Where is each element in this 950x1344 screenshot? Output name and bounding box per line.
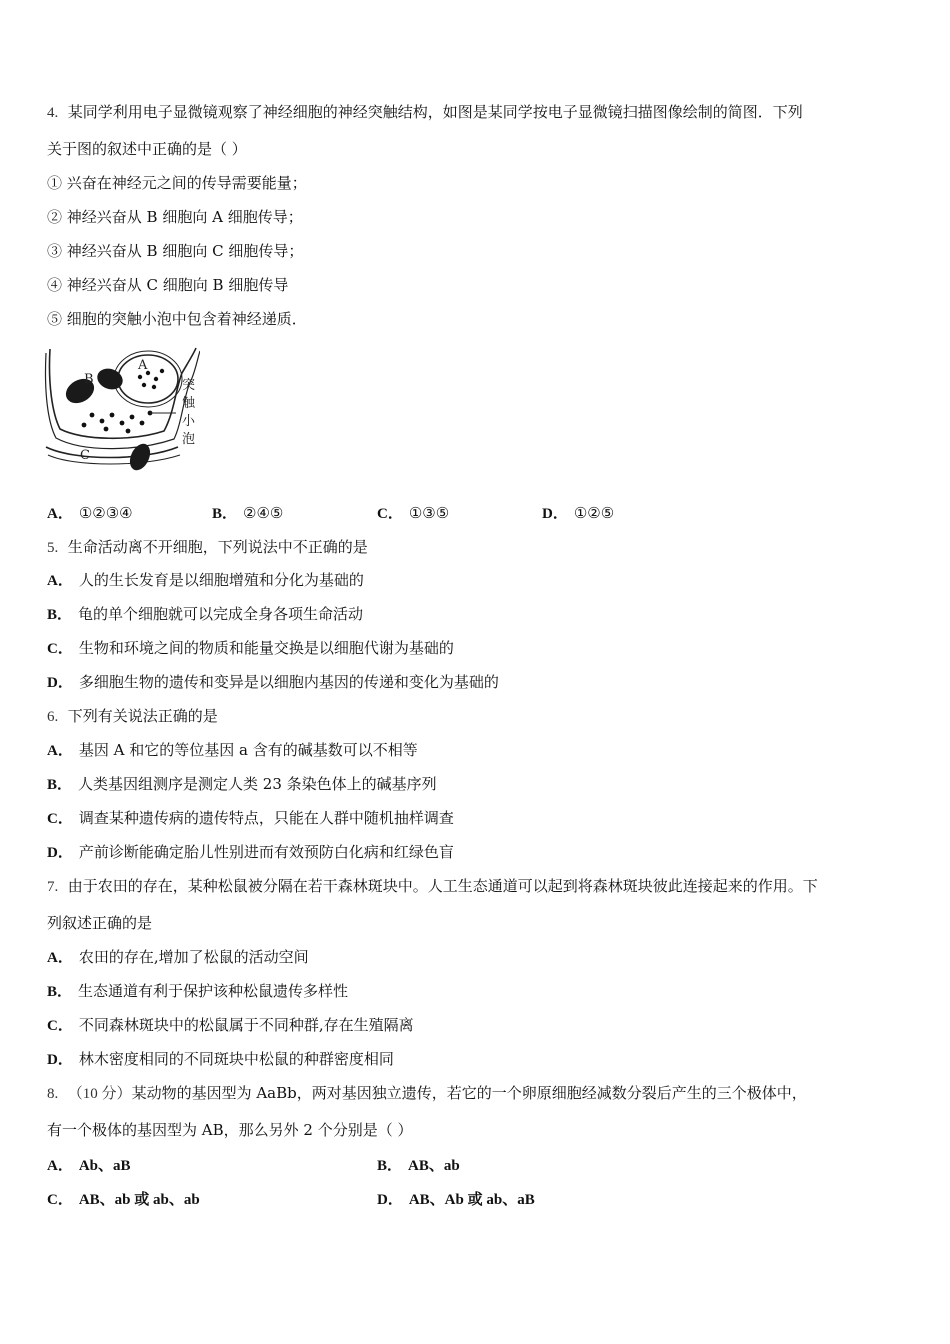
q5-number: 5: [47, 540, 55, 556]
q4-option-c[interactable]: C． ①③⑤: [377, 504, 450, 522]
callout-char-1: 突: [182, 378, 196, 393]
q7-option-d[interactable]: D． 林木密度相同的不同斑块中松鼠的种群密度相同: [47, 1050, 394, 1068]
q4-option-b[interactable]: B． ②④⑤: [212, 504, 284, 522]
q7-stem-line1: 7. 由于农田的存在，某种松鼠被分隔在若干森林斑块中。人工生态通道可以起到将森林斑块彼此连接起来的作用。下: [47, 877, 818, 895]
callout-char-3: 小: [182, 414, 196, 429]
q5-stem: 5. 生命活动离不开细胞，下列说法中不正确的是: [47, 538, 368, 556]
q8-number: 8: [47, 1086, 55, 1102]
q6-option-b[interactable]: B． 人类基因组测序是测定人类 23 条染色体上的碱基序列: [47, 775, 437, 793]
q4-stem-text1: 某同学利用电子显微镜观察了神经细胞的神经突触结构，如图是某同学按电子显微镜扫描图像绘制的简图．下列: [67, 103, 803, 121]
q4-statement-3: ③ 神经兴奋从 B 细胞向 C 细胞传导；: [47, 242, 304, 260]
q4-stem-line2: 关于图的叙述中正确的是（ ）: [47, 140, 247, 158]
q5-option-d[interactable]: D． 多细胞生物的遗传和变异是以细胞内基因的传递和变化为基础的: [47, 673, 499, 691]
q5-option-a[interactable]: A． 人的生长发育是以细胞增殖和分化为基础的: [47, 571, 364, 589]
q7-option-b[interactable]: B． 生态通道有利于保护该种松鼠遗传多样性: [47, 982, 349, 1000]
q8-stem-line1: 8. （10 分）某动物的基因型为 AaBb，两对基因独立遗传，若它的一个卵原细胞经减数分裂后产生的三个极体中，: [47, 1084, 807, 1102]
q7-option-c[interactable]: C． 不同森林斑块中的松鼠属于不同种群,存在生殖隔离: [47, 1016, 414, 1034]
q4-option-d[interactable]: D． ①②⑤: [542, 504, 615, 522]
q5-option-c[interactable]: C． 生物和环境之间的物质和能量交换是以细胞代谢为基础的: [47, 639, 454, 657]
q6-option-c[interactable]: C． 调查某种遗传病的遗传特点，只能在人群中随机抽样调查: [47, 809, 454, 827]
q6-number: 6: [47, 709, 55, 725]
q4-statement-5: ⑤ 细胞的突触小泡中包含着神经递质．: [47, 310, 307, 328]
figure-label-b: B: [84, 372, 94, 387]
q5-option-b[interactable]: B． 龟的单个细胞就可以完成全身各项生命活动: [47, 605, 364, 623]
callout-char-2: 触: [182, 396, 196, 411]
q7-option-a[interactable]: A． 农田的存在,增加了松鼠的活动空间: [47, 948, 309, 966]
q8-score: （10 分）: [67, 1086, 132, 1102]
figure-label-a: A: [138, 358, 148, 373]
q4-statement-4: ④ 神经兴奋从 C 细胞向 B 细胞传导: [47, 276, 289, 294]
q8-option-c[interactable]: C． AB、ab 或 ab、ab: [47, 1192, 200, 1208]
q7-stem-line2: 列叙述正确的是: [47, 914, 153, 932]
q6-stem: 6. 下列有关说法正确的是: [47, 707, 218, 725]
q7-number: 7: [47, 879, 55, 895]
q8-stem-line2: 有一个极体的基因型为 AB，那么另外 2 个分别是（ ）: [47, 1121, 413, 1139]
q4-statement-2: ② 神经兴奋从 B 细胞向 A 细胞传导；: [47, 208, 303, 226]
synapse-diagram: [44, 343, 200, 477]
callout-char-4: 泡: [182, 432, 196, 447]
q4-number: 4: [47, 105, 55, 121]
q8-option-a[interactable]: A． Ab、aB: [47, 1158, 131, 1174]
q8-option-d[interactable]: D． AB、Ab 或 ab、aB: [377, 1192, 535, 1208]
q6-option-d[interactable]: D． 产前诊断能确定胎儿性别进而有效预防白化病和红绿色盲: [47, 843, 454, 861]
q6-option-a[interactable]: A． 基因 A 和它的等位基因 a 含有的碱基数可以不相等: [47, 741, 418, 759]
q4-statement-1: ① 兴奋在神经元之间的传导需要能量；: [47, 174, 307, 192]
q4-stem-line1: 4. 某同学利用电子显微镜观察了神经细胞的神经突触结构，如图是某同学按电子显微镜扫描图像绘制的简图．下列: [47, 103, 803, 121]
q8-option-b[interactable]: B． AB、ab: [377, 1158, 460, 1174]
figure-label-c: C: [80, 448, 90, 463]
q4-option-a[interactable]: A． ①②③④: [47, 504, 133, 522]
